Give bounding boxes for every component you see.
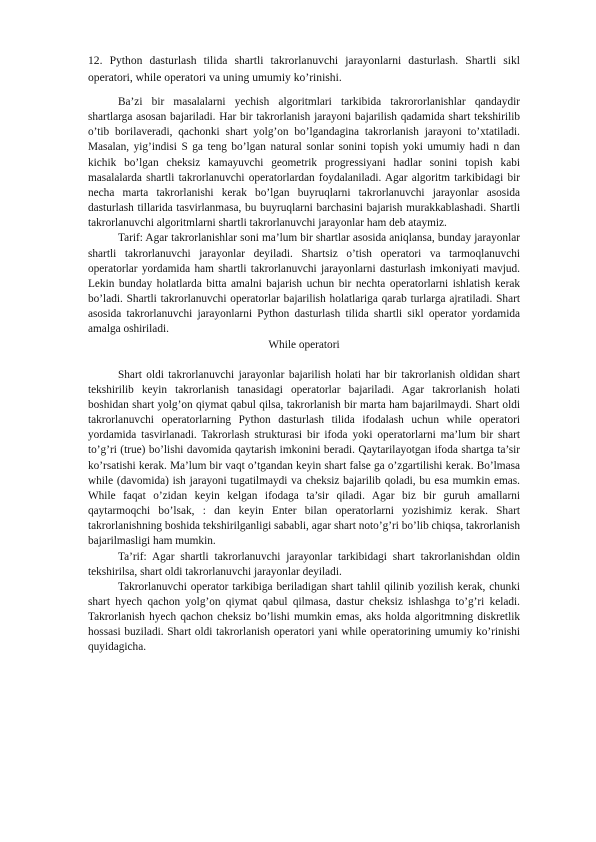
paragraph-while-syntax-intro: Takrorlanuvchi operator tarkibiga beriladigan shart tahlil qilinib yozilish kerak, chunki shart hyech qachon yolg’on qiymat qabul qilmasa, dastur cheksiz ishlashga to’g’ri keladi. Takrorlanish hyech qachon cheksiz bo’lishi mumkin emas, aks holda algoritmning diskretlik hossasi buziladi. Shart oldi takrorlanish operatori yani while operatorining umumiy ko’rinishi quyidagicha.	[88, 580, 520, 654]
section-title: While operatori	[268, 338, 340, 351]
document-page	[88, 52, 520, 656]
document-heading: 12. Python dasturlash tilida shartli takrorlanuvchi jarayonlarni dasturlash. Shartli sikl operatori, while operatori va uning umumiy ko’rinishi.	[88, 54, 520, 84]
paragraph-while-definition: Ta’rif: Agar shartli takrorlanuvchi jarayonlar tarkibidagi shart takrorlanishdan oldin tekshirilsa, shart oldi takrorlanuvchi jarayonlar deyiladi.	[88, 550, 520, 578]
paragraph-definition: Tarif: Agar takrorlanishlar soni ma’lum bir shartlar asosida aniqlansa, bunday jarayonlar shartli takrorlanuvchi jarayonlar deyiladi. Shartsiz o’tish operatori va tarmoqlanuvchi operatorlar yordamida ham shartli takrorlanuvchi jarayonlarni dasturlash imkoniyati mavjud. Lekin bunday holatlarda bitta amalni bajarish uchun bir nechta operatorlarni ishlatish kerak bo’ladi. Shartli takrorlanuvchi operatorlar bajarilish holatlariga qarab turlarga ajratiladi. Shart asosida takrorlanuvchi jarayonlarni Python dasturlash tilida shartli sikl operator yordamida amalga oshiriladi.	[88, 232, 520, 336]
paragraph-while-description: Shart oldi takrorlanuvchi jarayonlar bajarilish holati har bir takrorlanish oldidan shart tekshirilib keyin takrorlanish tanasidagi operatorlar bajariladi. Agar takrorlanish holati boshidan shart yolg’on qiymat qabul qilsa, takrorlanish bir marta ham bajarilmaydi. Shart oldi takrorlanuvchi operatorlarning Python dasturlash tilida ifodalash uchun while operatori yordamida tasvirlanadi. Takrorlash strukturasi bir ifoda yoki operatorlarni ma’lum bir shart to’g’ri (true) bo’lishi davomida qaytarish imkonini beradi. Qaytarilayotgan ifoda shartga ta’sir ko’rsatishi kerak. Ma’lum bir vaqt o’tgandan keyin shart false ga o’zgartilishi kerak. Bo’lmasa while (davomida) ish jarayoni tugatilmaydi va cheksiz bajarilib qoladi, bu esa mumkin emas. While faqat o’zidan keyin kelgan ifodaga ta’sir qiladi. Agar biz bir guruh amallarni qaytarmoqchi bo’lsak, : dan keyin Enter bilan operatorlarni yozishimiz kerak. Shart takrorlanishning boshida tekshirilganligi sababli, agar shart noto’g’ri bo’lib chiqsa, takrorlanish bajarilmasligi ham mumkin.	[88, 368, 521, 548]
paragraph-intro: Ba’zi bir masalalarni yechish algoritmlari tarkibida takrororlanishlar qandaydir shartlarga asosan bajariladi. Har bir takrorlanish jarayoni bajarilish qadamida shart tekshirilib o’tib borilaveradi, qachonki shart yolg’on bo’lgandagina takrorlanish jarayoni to’xtatiladi. Masalan, yig’indisi S ga teng bo’lgan natural sonlar sonini topish yoki umumiy hadi n dan kichik bo’lgan cheksiz kamayuvchi geometrik progressiyani hadlar sonini topish kabi masalalarda shartli takrorlanuvchi operatorlardan foydalaniladi. Agar algoritm tarkibidagi bir necha marta takrorlanishi kerak bo’lgan buyruqlarni takrorlanuvchi jarayonlar asosida dasturlash tillarida tasvirlanmasa, bu buyruqlarni barchasini bajarish murakkablashadi. Shartli takrorlanuvchi algoritmlarni shartli takrorlanuvchi jarayonlar ham deb ataymiz.	[88, 96, 520, 230]
